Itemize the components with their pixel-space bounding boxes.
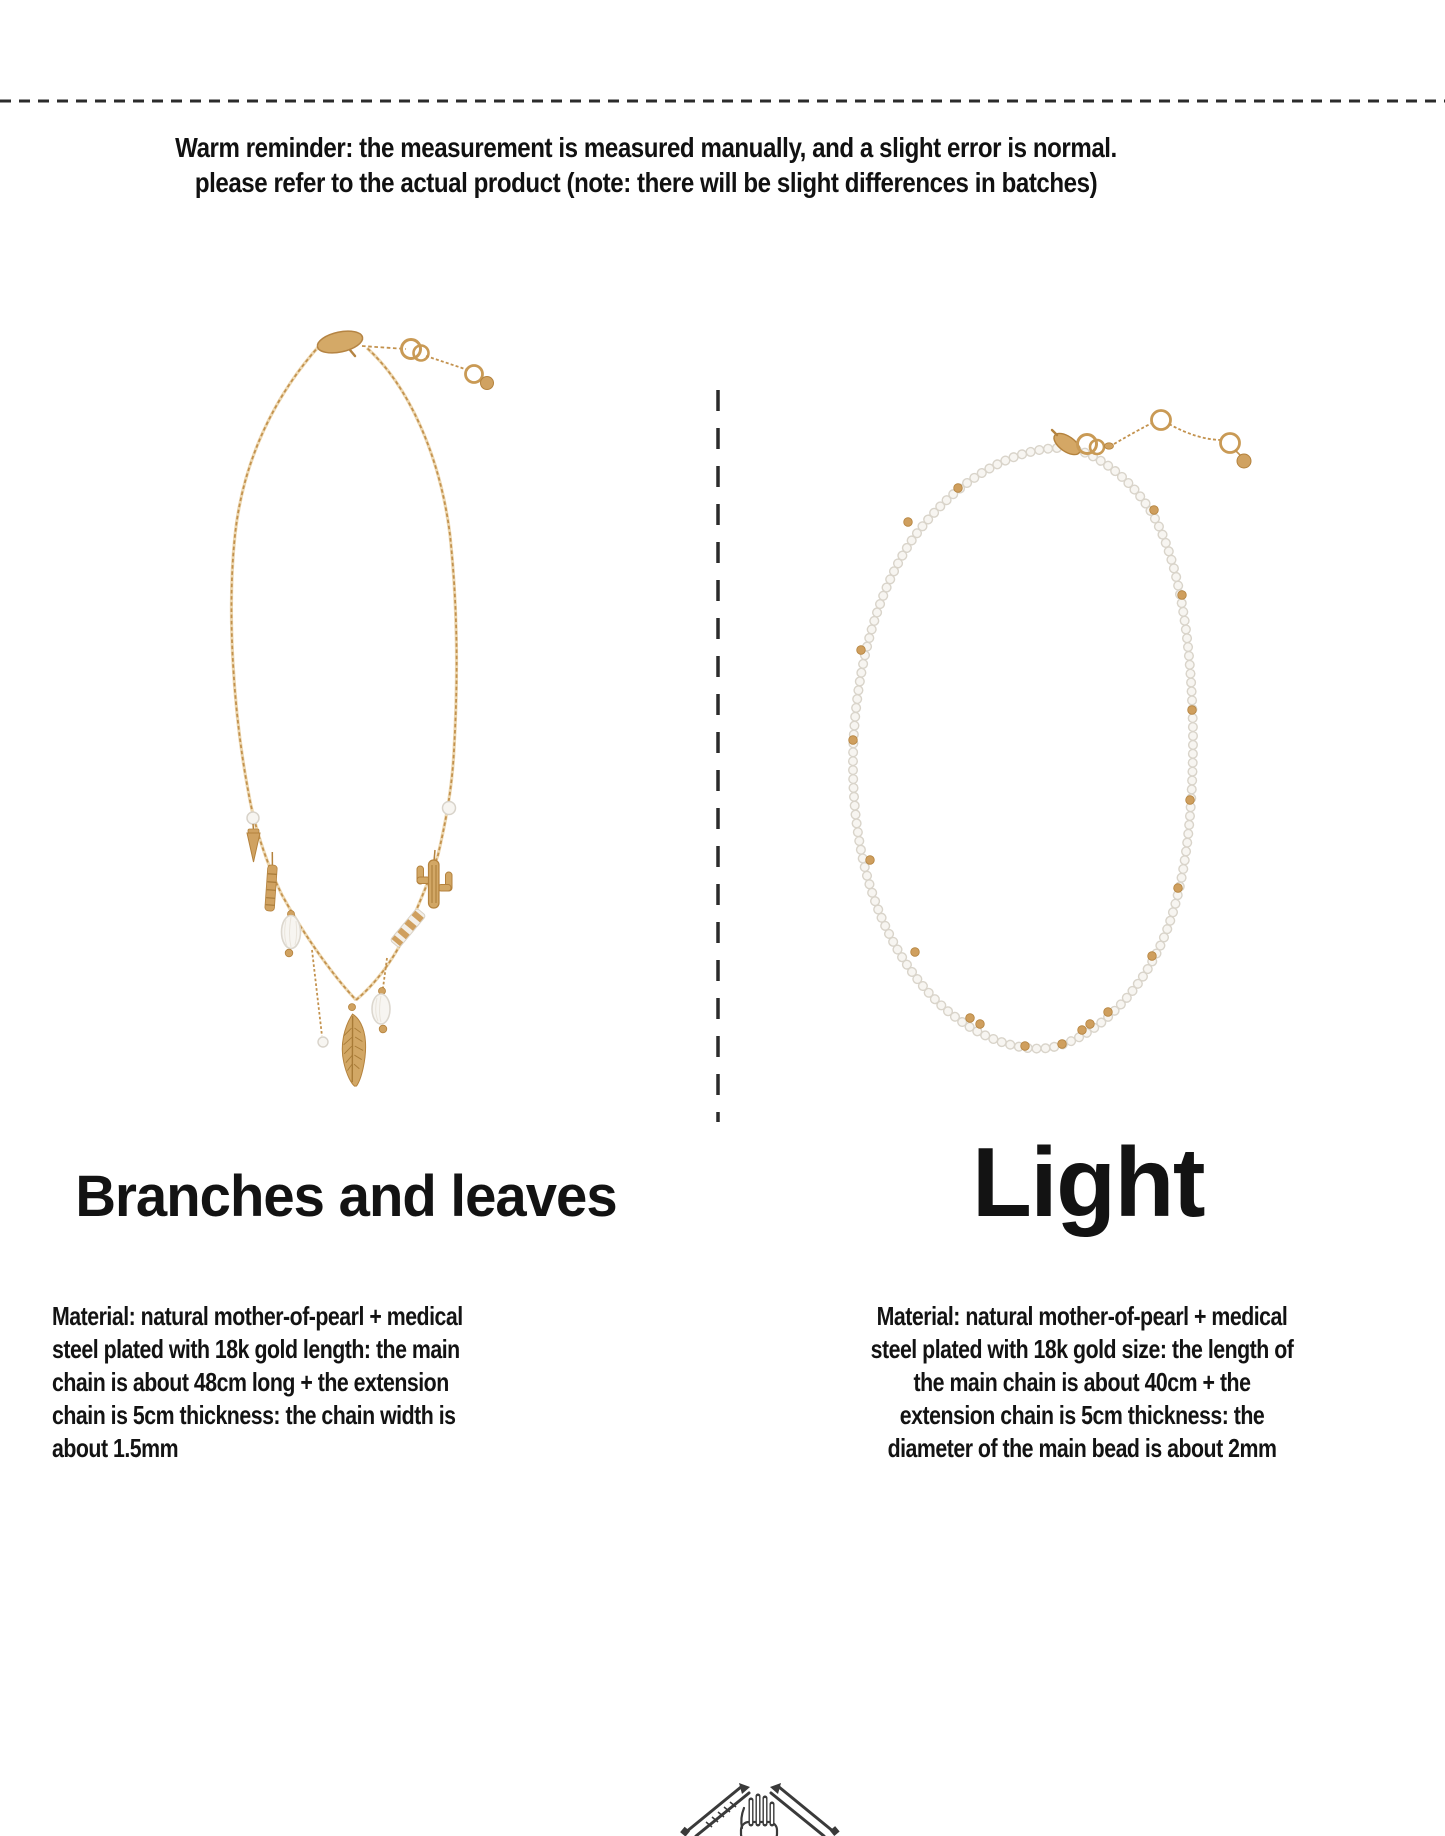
top-dashed-divider <box>0 98 1445 104</box>
product-description-light <box>828 1300 1336 1465</box>
description-line: extension chain is 5cm thickness: the <box>899 1400 1265 1430</box>
product-photo-branches-necklace <box>140 280 540 1090</box>
pearl-teardrop-charm-left <box>282 911 301 957</box>
warm-reminder-line2: please refer to the actual product (note: there will be slight differences in batches) <box>194 167 1098 198</box>
description-line: about 1.5mm <box>52 1433 179 1463</box>
vertical-dashed-divider <box>712 390 724 1122</box>
white-bead-right <box>443 802 456 815</box>
extension-chain <box>402 340 494 390</box>
white-bead-strand <box>853 448 1193 1049</box>
feather-pendant <box>339 1003 368 1087</box>
pearl-teardrop-charm-right <box>372 958 390 1033</box>
white-bead-and-spike-charm <box>247 812 260 862</box>
description-line: chain is 5cm thickness: the chain width is <box>52 1400 456 1430</box>
gold-accent-beads <box>849 484 1197 1051</box>
description-line: diameter of the main bead is about 2mm <box>887 1433 1277 1463</box>
description-line: the main chain is about 40cm + the <box>913 1367 1251 1397</box>
description-line: steel plated with 18k gold length: the main <box>52 1334 460 1364</box>
description-line: steel plated with 18k gold size: the length of <box>870 1334 1294 1364</box>
warm-reminder-line1: Warm reminder: the measurement is measured manually, and a slight error is normal. <box>175 132 1117 163</box>
product-title-branches: Branches and leaves <box>75 1164 617 1229</box>
striped-bead-charm <box>390 908 426 948</box>
warm-reminder <box>90 130 1201 200</box>
product-title-light: Light <box>972 1127 1204 1237</box>
product-photo-light-necklace <box>820 360 1280 1060</box>
hand-icon <box>741 1796 777 1836</box>
description-line: Material: natural mother-of-pearl + medical <box>52 1301 463 1331</box>
product-description-branches <box>52 1300 560 1465</box>
hands-badge-logo-icon <box>640 1778 880 1836</box>
description-line: Material: natural mother-of-pearl + medical <box>876 1301 1288 1331</box>
description-line: chain is about 48cm long + the extension <box>52 1367 449 1397</box>
lobster-clasp <box>315 327 364 356</box>
